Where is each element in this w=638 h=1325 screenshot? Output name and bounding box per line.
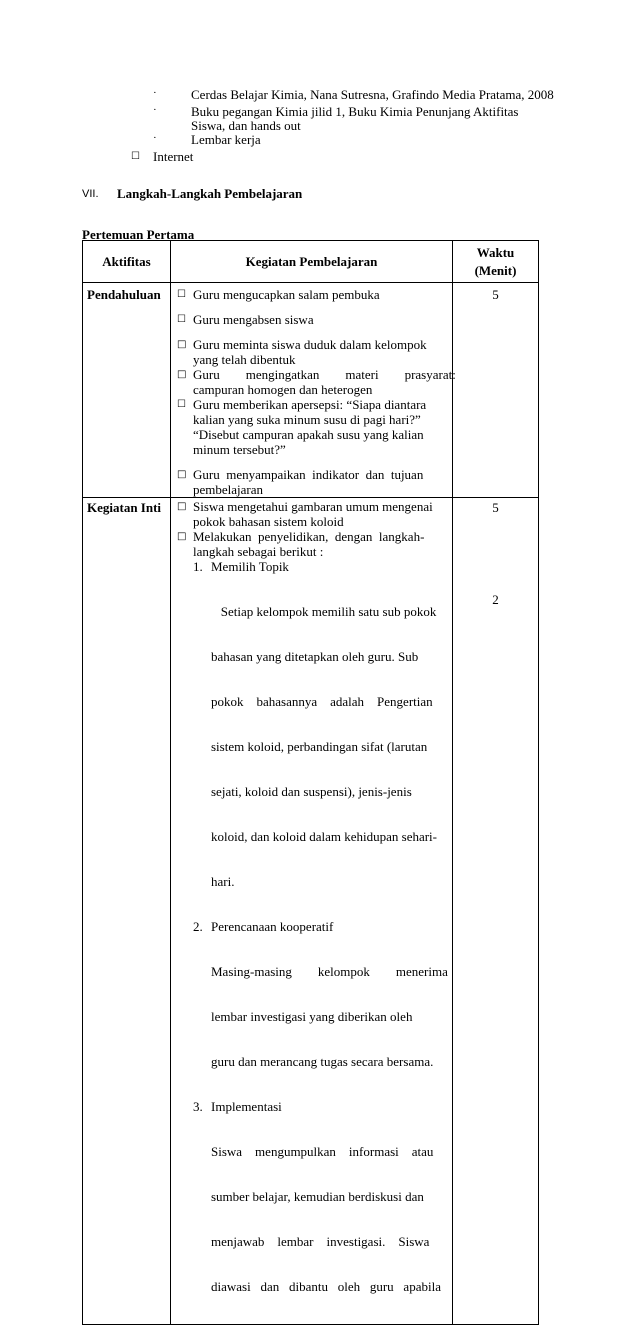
section-number: VII.: [82, 188, 99, 200]
learning-cell: [171, 283, 456, 498]
square-icon: □: [177, 469, 187, 480]
resource-item-1: Cerdas Belajar Kimia, Nana Sutresna, Grafindo Media Pratama, 2008: [191, 87, 554, 102]
list-item: ☐ Guru memberikan apersepsi: “Siapa diantara kalian yang suka minum susu di pagi hari?” “Disebut campuran apakah susu yang kalian minum tersebut?”: [177, 397, 427, 457]
time-value: 5: [492, 500, 499, 515]
step-title: Implementasi: [211, 1099, 282, 1114]
list-item: ☐ Guru mengabsen siswa: [177, 312, 314, 327]
step-body: Masing-masing kelompok menerima lembar investigasi yang diberikan oleh guru dan merancang tugas secara bersama.: [211, 964, 448, 1069]
table-header-row: [83, 241, 539, 283]
resource-item-internet: Internet: [153, 149, 194, 164]
step-body: Setiap kelompok memilih satu sub pokok bahasan yang ditetapkan oleh guru. Sub pokok bahasannya adalah Pengertian sistem koloid, perbandingan sifat (larutan sejati, koloid dan suspensi), jenis-jenis koloid, dan koloid dalam kehidupan sehari- hari.: [211, 604, 438, 889]
step-title: Memilih Topik: [211, 559, 289, 574]
section-title: Langkah-Langkah Pembelajaran: [117, 186, 303, 201]
time-value: 5: [492, 287, 499, 302]
activity-label: Kegiatan Inti: [83, 498, 171, 1325]
header-activity: Aktifitas: [83, 241, 171, 283]
checkbox-icon: ☐: [131, 151, 140, 162]
resource-item-3: Lembar kerja: [191, 132, 261, 147]
table-row: [83, 498, 539, 1325]
checkbox-icon: ☐: [177, 314, 186, 325]
resource-bullet-2: ·: [153, 104, 157, 116]
list-item: □ Guru menyampaikan indikator dan tujuan pembelajaran: [177, 467, 424, 497]
list-item: □ Siswa mengetahui gambaran umum mengenai pokok bahasan sistem koloid: [177, 499, 433, 529]
list-item: □ Guru meminta siswa duduk dalam kelompok yang telah dibentuk: [177, 337, 427, 367]
square-icon: □: [177, 531, 187, 542]
learning-cell: [171, 498, 453, 1325]
checkbox-icon: ☐: [177, 399, 186, 410]
step-title: Perencanaan kooperatif: [211, 919, 334, 934]
resource-item-2: Buku pegangan Kimia jilid 1, Buku Kimia Penunjang Aktifitas: [191, 104, 519, 119]
resource-item-2-cont: Siswa, dan hands out: [191, 118, 301, 133]
table-row: [83, 283, 539, 498]
header-learning: Kegiatan Pembelajaran: [171, 241, 453, 283]
header-time-line1: Waktu: [476, 244, 515, 260]
resource-bullet-1: ·: [153, 87, 157, 99]
checkbox-icon: ☐: [177, 289, 186, 300]
square-icon: □: [177, 369, 187, 380]
step-item: 2. Perencanaan kooperatif: [171, 919, 452, 934]
lesson-plan-table: [82, 240, 539, 1325]
meeting-title: Pertemuan Pertama: [82, 227, 195, 242]
step-item: 1. Memilih Topik: [171, 559, 452, 574]
resource-bullet-3: ·: [153, 132, 157, 144]
list-item: □ Melakukan penyelidikan, dengan langkah- langkah sebagai berikut :: [177, 529, 425, 559]
header-time-line2: (Menit): [474, 262, 517, 278]
step-item: 3. Implementasi: [171, 1099, 452, 1114]
activity-label: Pendahuluan: [83, 283, 171, 498]
square-icon: □: [177, 501, 187, 512]
step-body: Siswa mengumpulkan informasi atau sumber belajar, kemudian berdiskusi dan menjawab lembar investigasi. Siswa diawasi dan dibantu oleh guru apabila: [211, 1144, 441, 1294]
time-cell: [453, 283, 539, 498]
time-cell: [453, 498, 539, 1325]
square-icon: □: [177, 339, 187, 350]
header-time: [453, 241, 539, 283]
list-item: □ Guru mengingatkan materi prasyarat: campuran homogen dan heterogen: [177, 367, 456, 397]
list-item: ☐ Guru mengucapkan salam pembuka: [177, 287, 380, 302]
time-value-2: 2: [492, 592, 499, 607]
